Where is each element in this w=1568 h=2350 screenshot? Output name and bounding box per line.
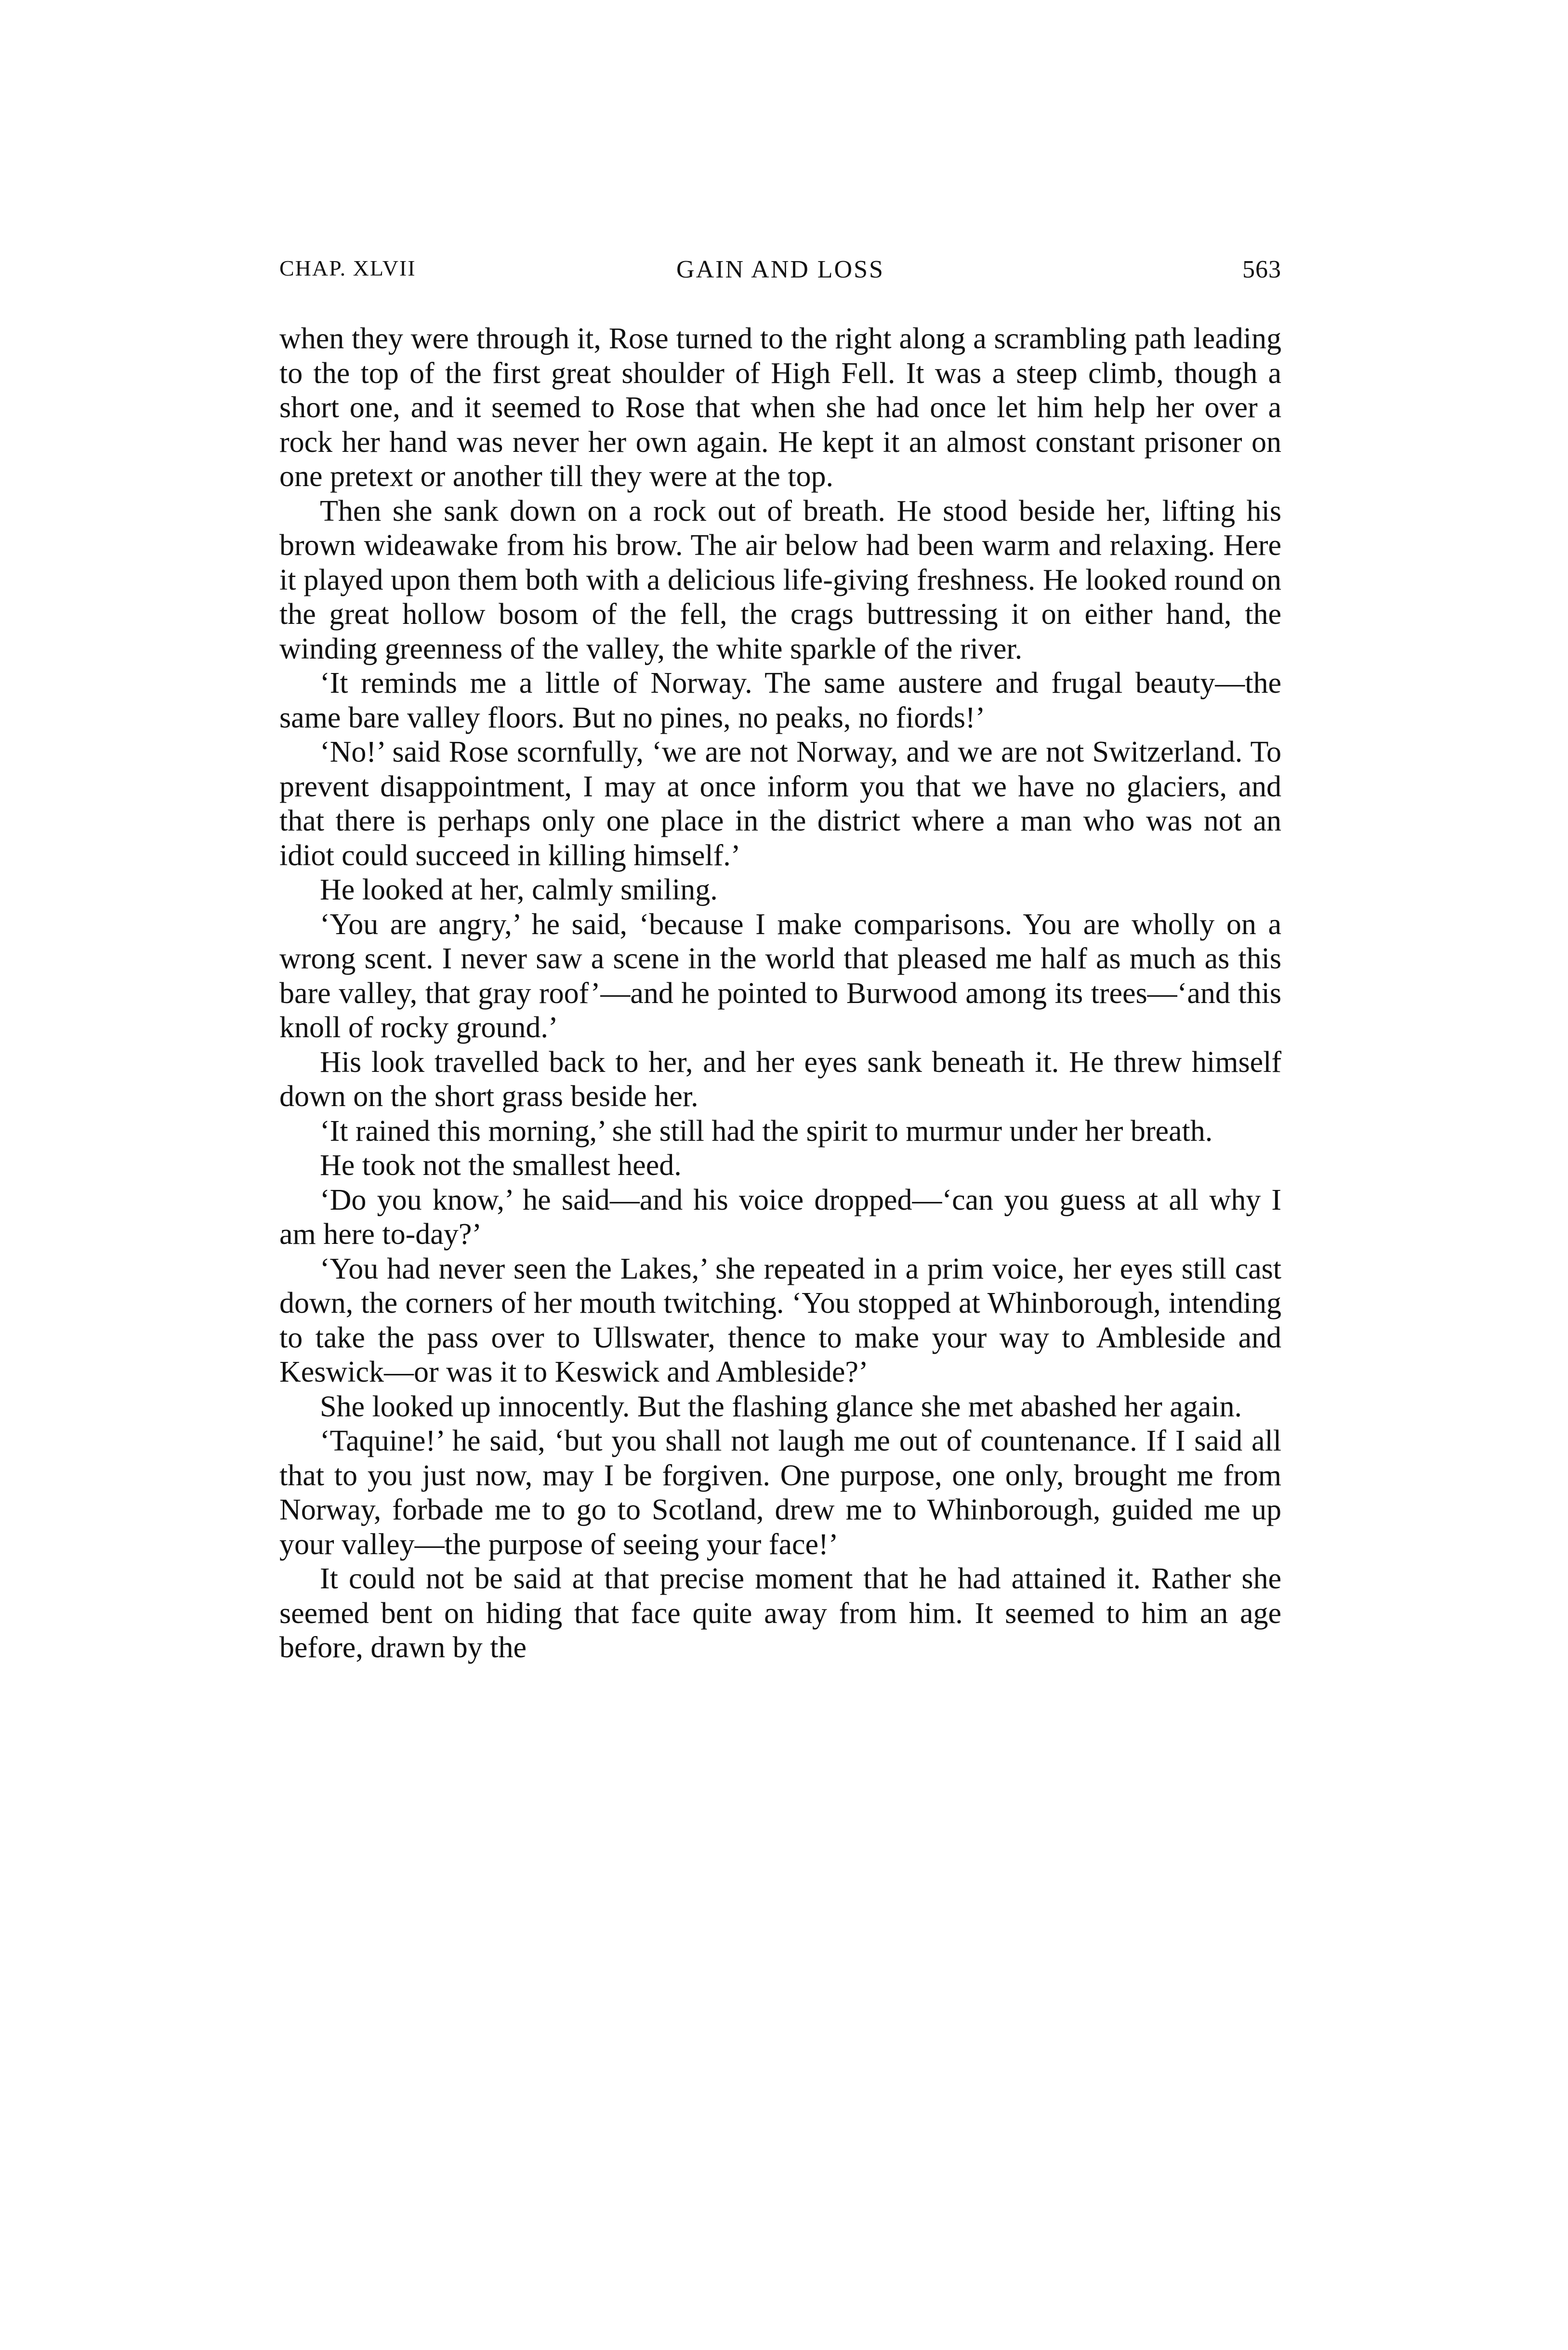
paragraph: Then she sank down on a rock out of breath. He stood beside her, lifting his brown wideawake from his brow. The air below had been warm and relaxing. Here it played upon them both with a delicious life-giving freshness. He looked round on the great hollow bosom of the fell, the crags buttressing it on either hand, the winding greenness of the valley, the white sparkle of the river. [279,494,1281,665]
body-text [279,322,1281,1665]
paragraph: ‘It reminds me a little of Norway. The same austere and frugal beauty—the same bare valley floors. But no pines, no peaks, no fiords!’ [279,667,1281,734]
running-title: GAIN AND LOSS [676,256,884,283]
paragraph: ‘No!’ said Rose scornfully, ‘we are not Norway, and we are not Switzerland. To prevent disappointment, I may at once inform you that we have no glaciers, and that there is perhaps only one place in the district where a man who was not an idiot could succeed in killing himself.’ [279,736,1281,872]
book-page [279,255,1281,1665]
paragraph: ‘It rained this morning,’ she still had the spirit to murmur under her breath. [320,1114,1213,1148]
running-head [279,255,1281,294]
paragraph: He took not the smallest heed. [320,1149,682,1182]
paragraph: His look travelled back to her, and her eyes sank beneath it. He threw himself down on the short grass beside her. [279,1045,1281,1113]
paragraph: She looked up innocently. But the flashing glance she met abashed her again. [320,1390,1242,1423]
paragraph: ‘You had never seen the Lakes,’ she repeated in a prim voice, her eyes still cast down, the corners of her mouth twitching. ‘You stopped at Whinborough, intending to take the pass over to Ullswater, thence to make your way to Ambleside and Keswick—or was it to Keswick and Ambleside?’ [279,1252,1281,1388]
paragraph: He looked at her, calmly smiling. [320,873,718,906]
paragraph: ‘Do you know,’ he said—and his voice dropped—‘can you guess at all why I am here to-day?’ [279,1183,1281,1251]
page-number: 563 [1242,256,1281,283]
paragraph: ‘You are angry,’ he said, ‘because I make comparisons. You are wholly on a wrong scent. I never saw a scene in the world that pleased me half as much as this bare valley, that gray roof’—and he pointed to Burwood among its trees—‘and this knoll of rocky ground.’ [279,908,1281,1044]
paragraph: It could not be said at that precise moment that he had attained it. Rather she seemed bent on hiding that face quite away from him. It seemed to him an age before, drawn by the [279,1562,1281,1664]
paragraph: ‘Taquine!’ he said, ‘but you shall not laugh me out of countenance. If I said all that to you just now, may I be forgiven. One purpose, one only, brought me from Norway, forbade me to go to Scotland, drew me to Whinborough, guided me up your valley—the purpose of seeing your face!’ [279,1425,1281,1561]
paragraph: when they were through it, Rose turned to the right along a scrambling path leading to the top of the first great shoulder of High Fell. It was a steep climb, though a short one, and it seemed to Rose that when she had once let him help her over a rock her hand was never her own again. He kept it an almost constant prisoner on one pretext or another till they were at the top. [279,322,1281,493]
chapter-label: CHAP. XLVII [279,256,416,280]
